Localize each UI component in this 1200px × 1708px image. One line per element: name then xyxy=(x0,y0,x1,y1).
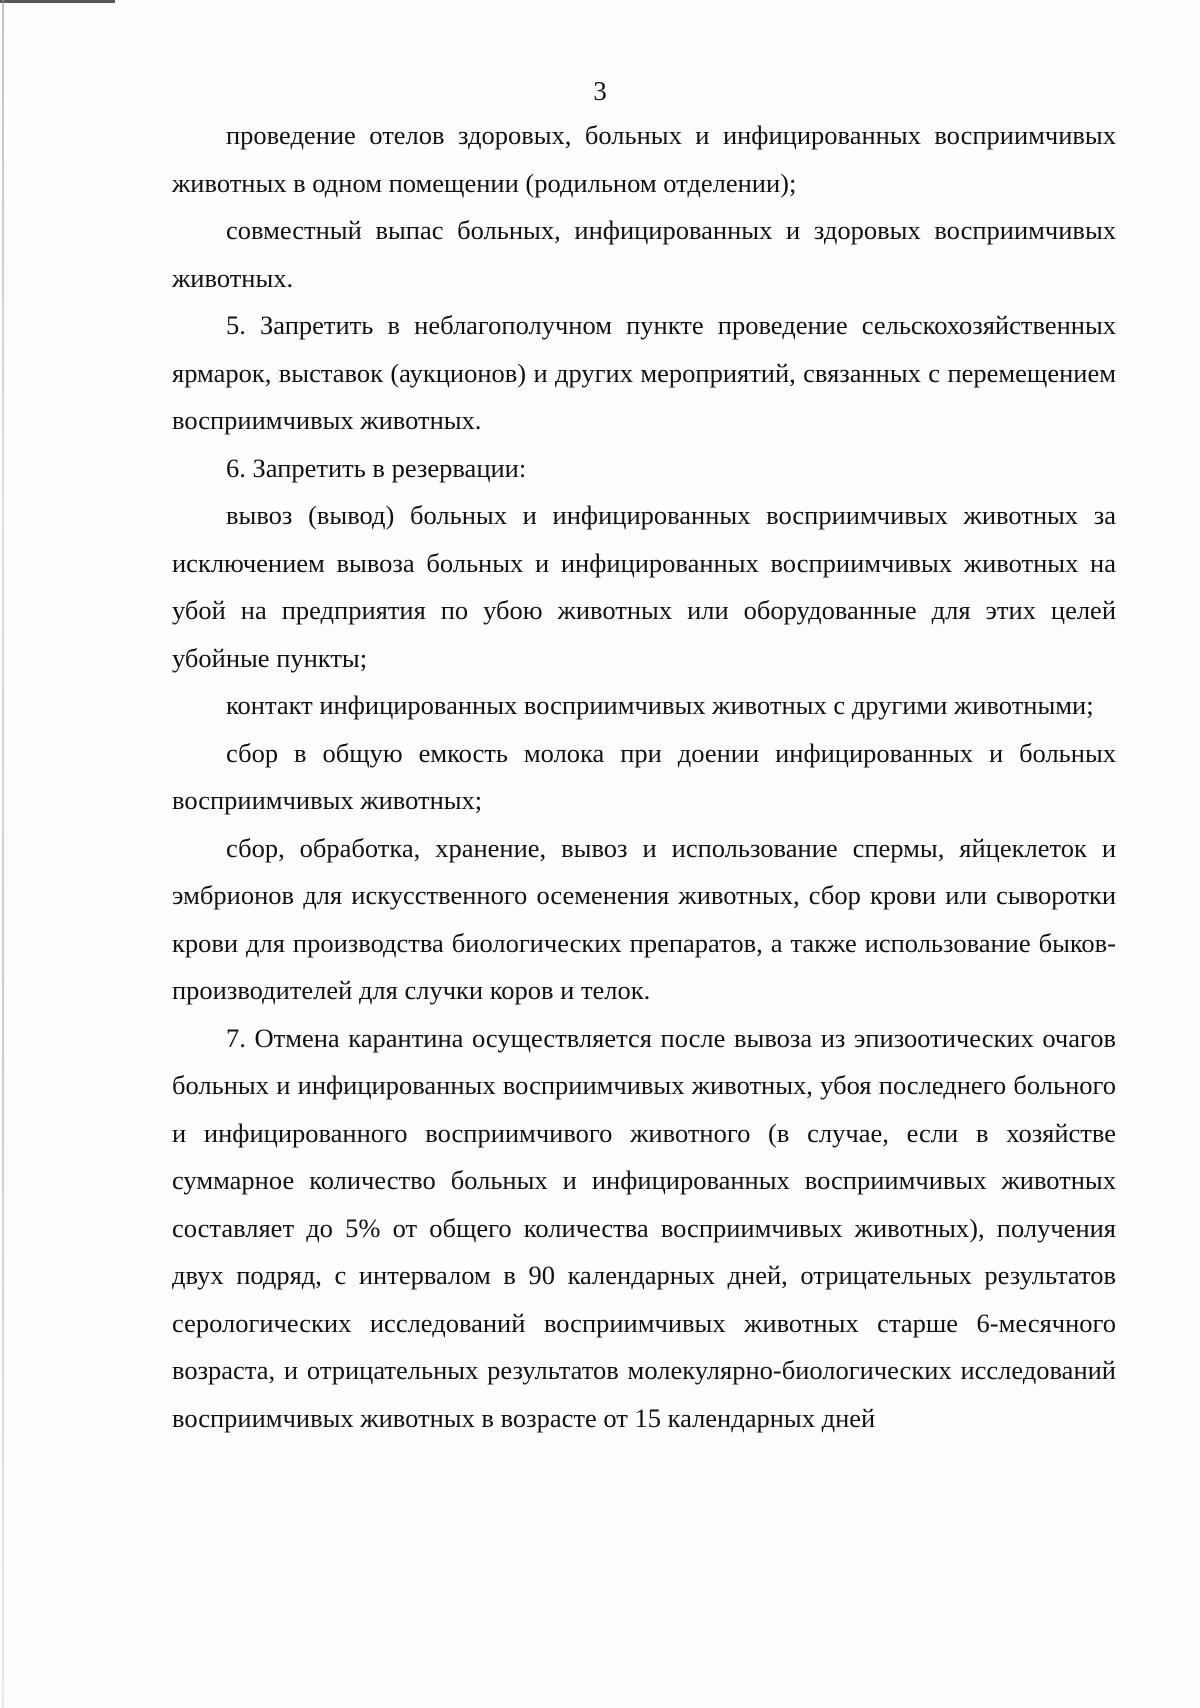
paragraph-removal: вывоз (вывод) больных и инфицированных восприимчивых животных за исключением вывоза больных и инфицированных восприимчивых животных на убой на предприятия по убою животных или оборудованные для этих целей убойные пункты; xyxy=(172,500,1116,673)
paragraph-item-6: 6. Запретить в резервации: xyxy=(226,452,527,483)
paragraph-semen: сбор, обработка, хранение, вывоз и использование спермы, яйцеклеток и эмбрионов для искусственного осеменения животных, сбор крови или сыворотки крови для производства биологических препаратов, а также использование быков-производителей для случки коров и телок. xyxy=(172,832,1116,1005)
paragraph-item-7: 7. Отмена карантина осуществляется после вывоза из эпизоотических очагов больных и инфицированных восприимчивых животных, убоя последнего больного и инфицированного восприимчивого животного (в случае, если в хозяйстве суммарное количество больных и инфицированных восприимчивых животных составляет до 5% от общего количества восприимчивых животных), получения двух подряд, с интервалом в 90 календарных дней, отрицательных результатов серологических исследований восприимчивых животных старше 6-месячного возраста, и отрицательных результатов молекулярно-биологических исследований восприимчивых животных в возрасте от 15 календарных дней xyxy=(172,1022,1116,1433)
page-number: 3 xyxy=(593,76,607,106)
paragraph-item-5: 5. Запретить в неблагополучном пункте проведение сельскохозяйственных ярмарок, выставок (аукционов) и других мероприятий, связанных с перемещением восприимчивых животных. xyxy=(172,310,1116,435)
scan-edge-mark xyxy=(0,0,115,3)
document-body xyxy=(172,112,1116,1442)
scan-edge-shadow xyxy=(2,0,4,1708)
paragraph-calving: проведение отелов здоровых, больных и инфицированных восприимчивых животных в одном помещении (родильном отделении); xyxy=(172,120,1116,198)
paragraph-contact: контакт инфицированных восприимчивых животных с другими животными; xyxy=(226,690,1094,720)
paragraph-milk: сбор в общую емкость молока при доении инфицированных и больных восприимчивых животных; xyxy=(172,737,1116,815)
paragraph-grazing: совместный выпас больных, инфицированных и здоровых восприимчивых животных. xyxy=(172,215,1116,293)
